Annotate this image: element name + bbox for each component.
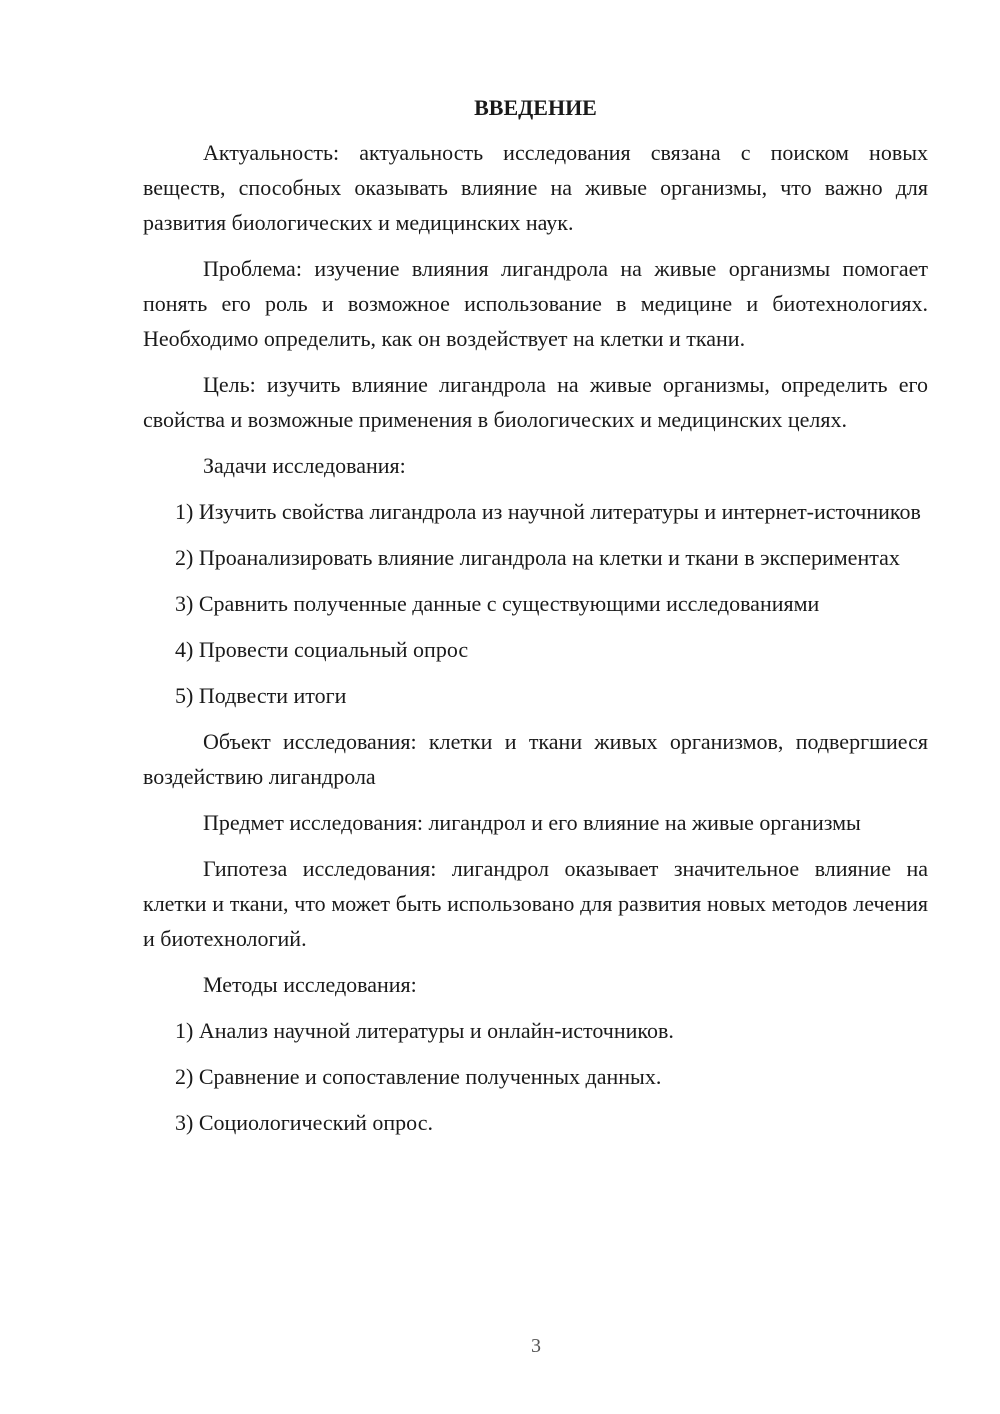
methods-title: Методы исследования: (203, 972, 417, 997)
hypothesis-paragraph: Гипотеза исследования: лигандрол оказывает значительное влияние на клетки и ткани, что может быть использовано для развития новых методов лечения и биотехнологий. (143, 856, 928, 951)
method-item-2: 2) Сравнение и сопоставление полученных данных. (175, 1064, 662, 1089)
method-item-1: 1) Анализ научной литературы и онлайн-источников. (175, 1018, 674, 1043)
task-item-1: 1) Изучить свойства лигандрола из научной литературы и интернет-источников (175, 499, 921, 524)
goal-paragraph: Цель: изучить влияние лигандрола на живые организмы, определить его свойства и возможные применения в биологических и медицинских целях. (143, 372, 928, 432)
page-title: ВВЕДЕНИЕ (474, 95, 597, 120)
relevance-paragraph: Актуальность: актуальность исследования связана с поиском новых веществ, способных оказывать влияние на живые организмы, что важно для развития биологических и медицинских наук. (143, 140, 928, 235)
page-number: 3 (531, 1335, 541, 1357)
task-item-2: 2) Проанализировать влияние лигандрола на клетки и ткани в экспериментах (175, 545, 900, 570)
subject-paragraph: Предмет исследования: лигандрол и его влияние на живые организмы (203, 810, 861, 835)
task-item-5: 5) Подвести итоги (175, 683, 347, 708)
task-item-3: 3) Сравнить полученные данные с существующими исследованиями (175, 591, 820, 616)
tasks-title: Задачи исследования: (203, 453, 406, 478)
method-item-3: 3) Социологический опрос. (175, 1110, 433, 1135)
problem-paragraph: Проблема: изучение влияния лигандрола на живые организмы помогает понять его роль и возможное использование в медицине и биотехнологиях. Необходимо определить, как он воздействует на клетки и ткани. (143, 256, 928, 351)
object-paragraph: Объект исследования: клетки и ткани живых организмов, подвергшиеся воздействию лигандрола (143, 729, 928, 789)
task-item-4: 4) Провести социальный опрос (175, 637, 469, 662)
document-page (143, 90, 928, 1151)
